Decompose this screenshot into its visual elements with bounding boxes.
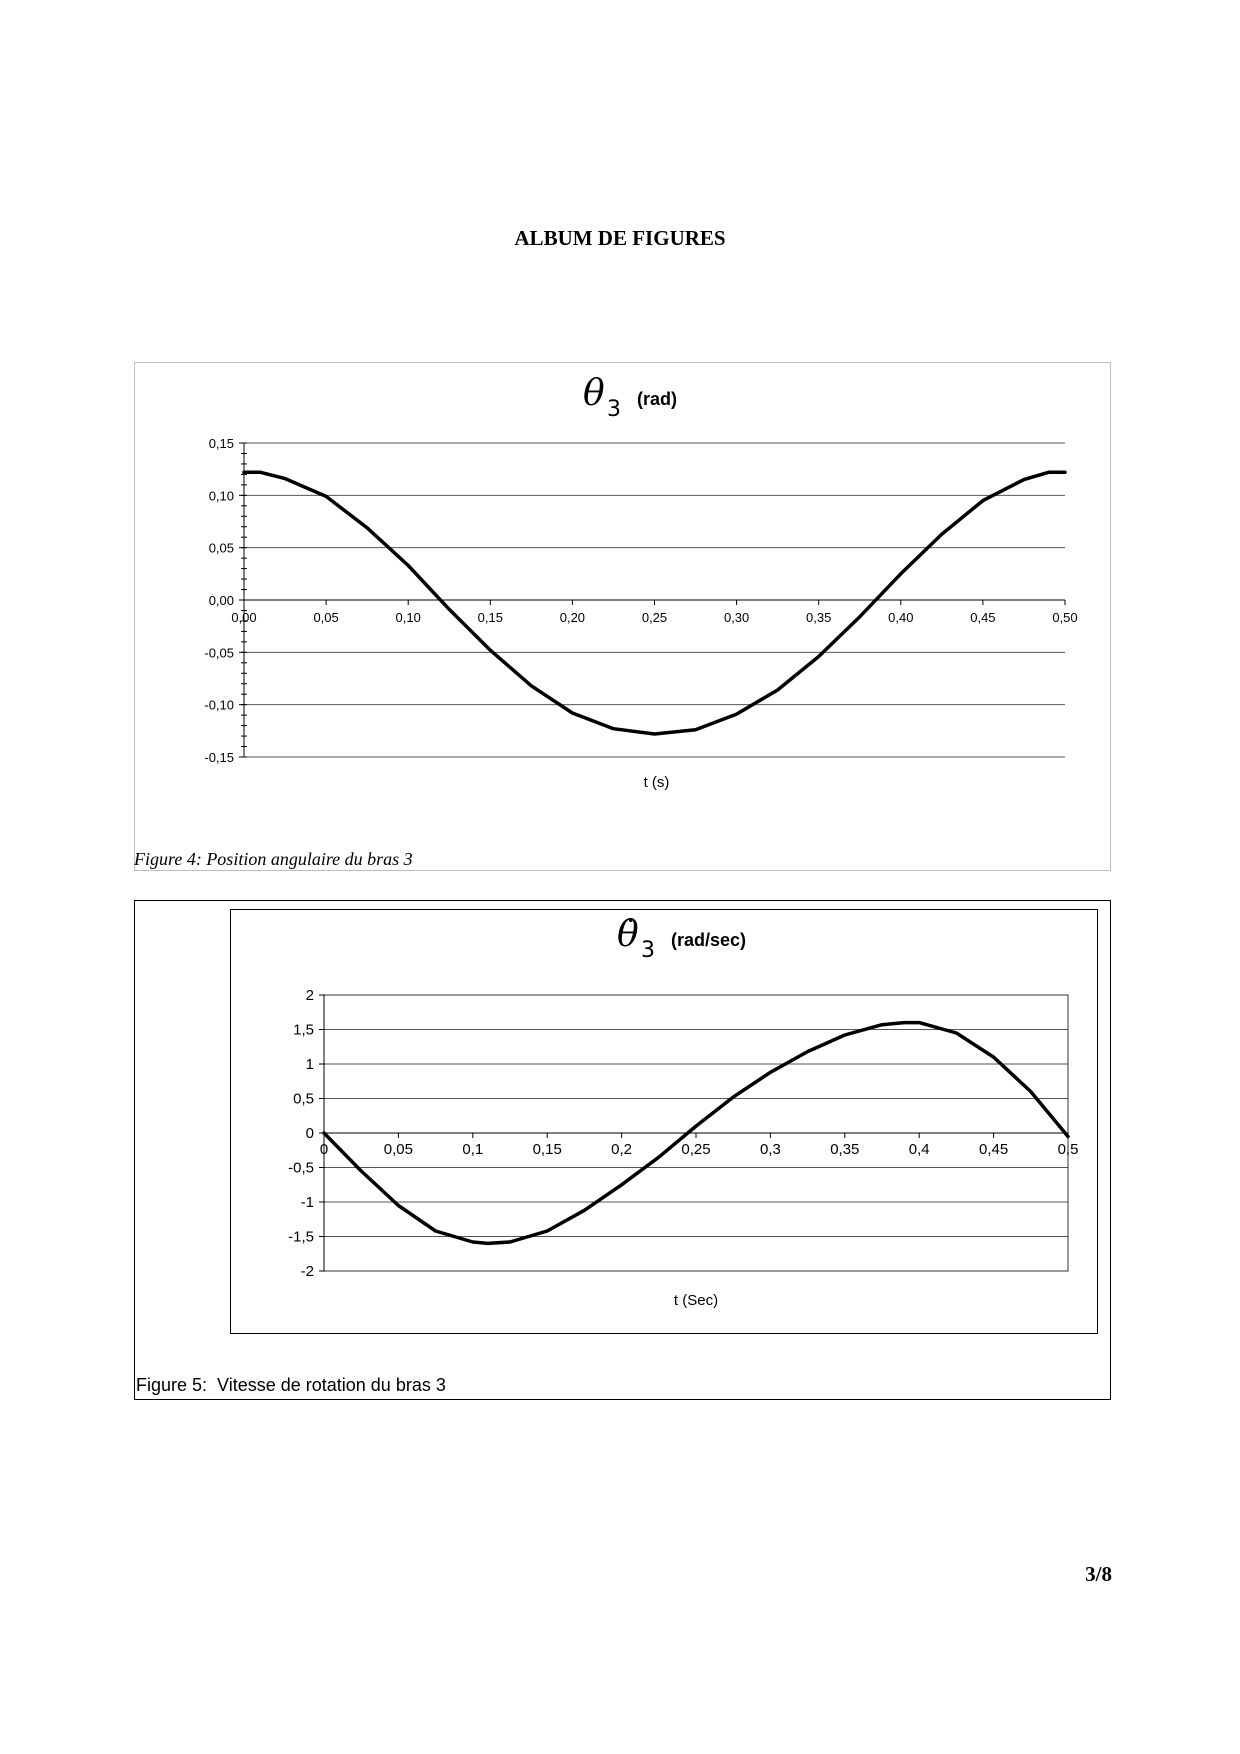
x-tick-label: 0,15 — [477, 610, 503, 625]
y-tick-label: 0,05 — [208, 540, 234, 556]
x-tick-label: 0,35 — [806, 610, 832, 625]
x-tick-label: 0,05 — [313, 610, 339, 625]
x-tick-label: 0,45 — [978, 1141, 1009, 1158]
page-title: ALBUM DE FIGURES — [514, 226, 726, 250]
chart-title-unit: (rad/sec) — [671, 930, 747, 950]
y-tick-label: 0,15 — [208, 436, 234, 451]
x-tick-label: 0 — [319, 1141, 329, 1158]
chart-title-symbol: θ — [583, 373, 605, 414]
y-tick-label: 1,5 — [293, 1021, 314, 1039]
x-tick-label: 0,20 — [559, 610, 586, 625]
x-tick-label: 0,1 — [462, 1141, 484, 1158]
y-tick-label: 0,10 — [208, 488, 234, 504]
x-axis-title: t (s) — [643, 774, 670, 791]
x-tick-label: 0,30 — [723, 610, 750, 625]
x-tick-label: 0,25 — [681, 1141, 711, 1158]
y-tick-label: -0,5 — [288, 1159, 314, 1177]
chart-title-symbol: θ̇ — [617, 914, 639, 955]
y-tick-label: 0,5 — [293, 1090, 314, 1108]
chart-title-subscript: 3 — [607, 397, 621, 422]
x-tick-label: 0,25 — [641, 610, 668, 625]
x-tick-label: 0,10 — [395, 610, 421, 625]
y-tick-label: 1 — [305, 1056, 314, 1073]
y-tick-label: -0,10 — [204, 697, 234, 713]
y-tick-label: 0 — [305, 1125, 314, 1142]
x-tick-label: 0,40 — [888, 610, 914, 625]
x-tick-label: 0,2 — [611, 1141, 633, 1158]
y-tick-label: -0,15 — [204, 750, 234, 765]
y-tick-label: 2 — [305, 987, 314, 1004]
x-tick-label: 0,4 — [908, 1141, 930, 1158]
chart-title-unit: (rad) — [637, 389, 677, 409]
x-tick-label: 0,15 — [532, 1141, 562, 1158]
x-tick-label: 0,05 — [383, 1141, 414, 1158]
x-tick-label: 0,5 — [1057, 1141, 1079, 1158]
x-tick-label: 0,50 — [1052, 610, 1078, 625]
figure-5-caption: Figure 5: Vitesse de rotation du bras 3 — [136, 1375, 446, 1395]
y-tick-label: -0,05 — [204, 645, 234, 661]
page-number: 3/8 — [1085, 1562, 1112, 1586]
x-axis-title: t (Sec) — [673, 1292, 719, 1309]
y-tick-label: -1 — [300, 1194, 314, 1211]
x-tick-label: 0,00 — [231, 610, 257, 625]
figure-4-caption: Figure 4: Position angulaire du bras 3 — [134, 849, 413, 869]
y-tick-label: -2 — [300, 1263, 314, 1280]
y-tick-label: 0,00 — [208, 593, 234, 608]
y-tick-label: -1,5 — [288, 1228, 314, 1246]
x-tick-label: 0,45 — [970, 610, 996, 625]
x-tick-label: 0,35 — [830, 1141, 860, 1158]
x-tick-label: 0,3 — [759, 1141, 781, 1158]
chart-title-subscript: 3 — [641, 938, 655, 963]
